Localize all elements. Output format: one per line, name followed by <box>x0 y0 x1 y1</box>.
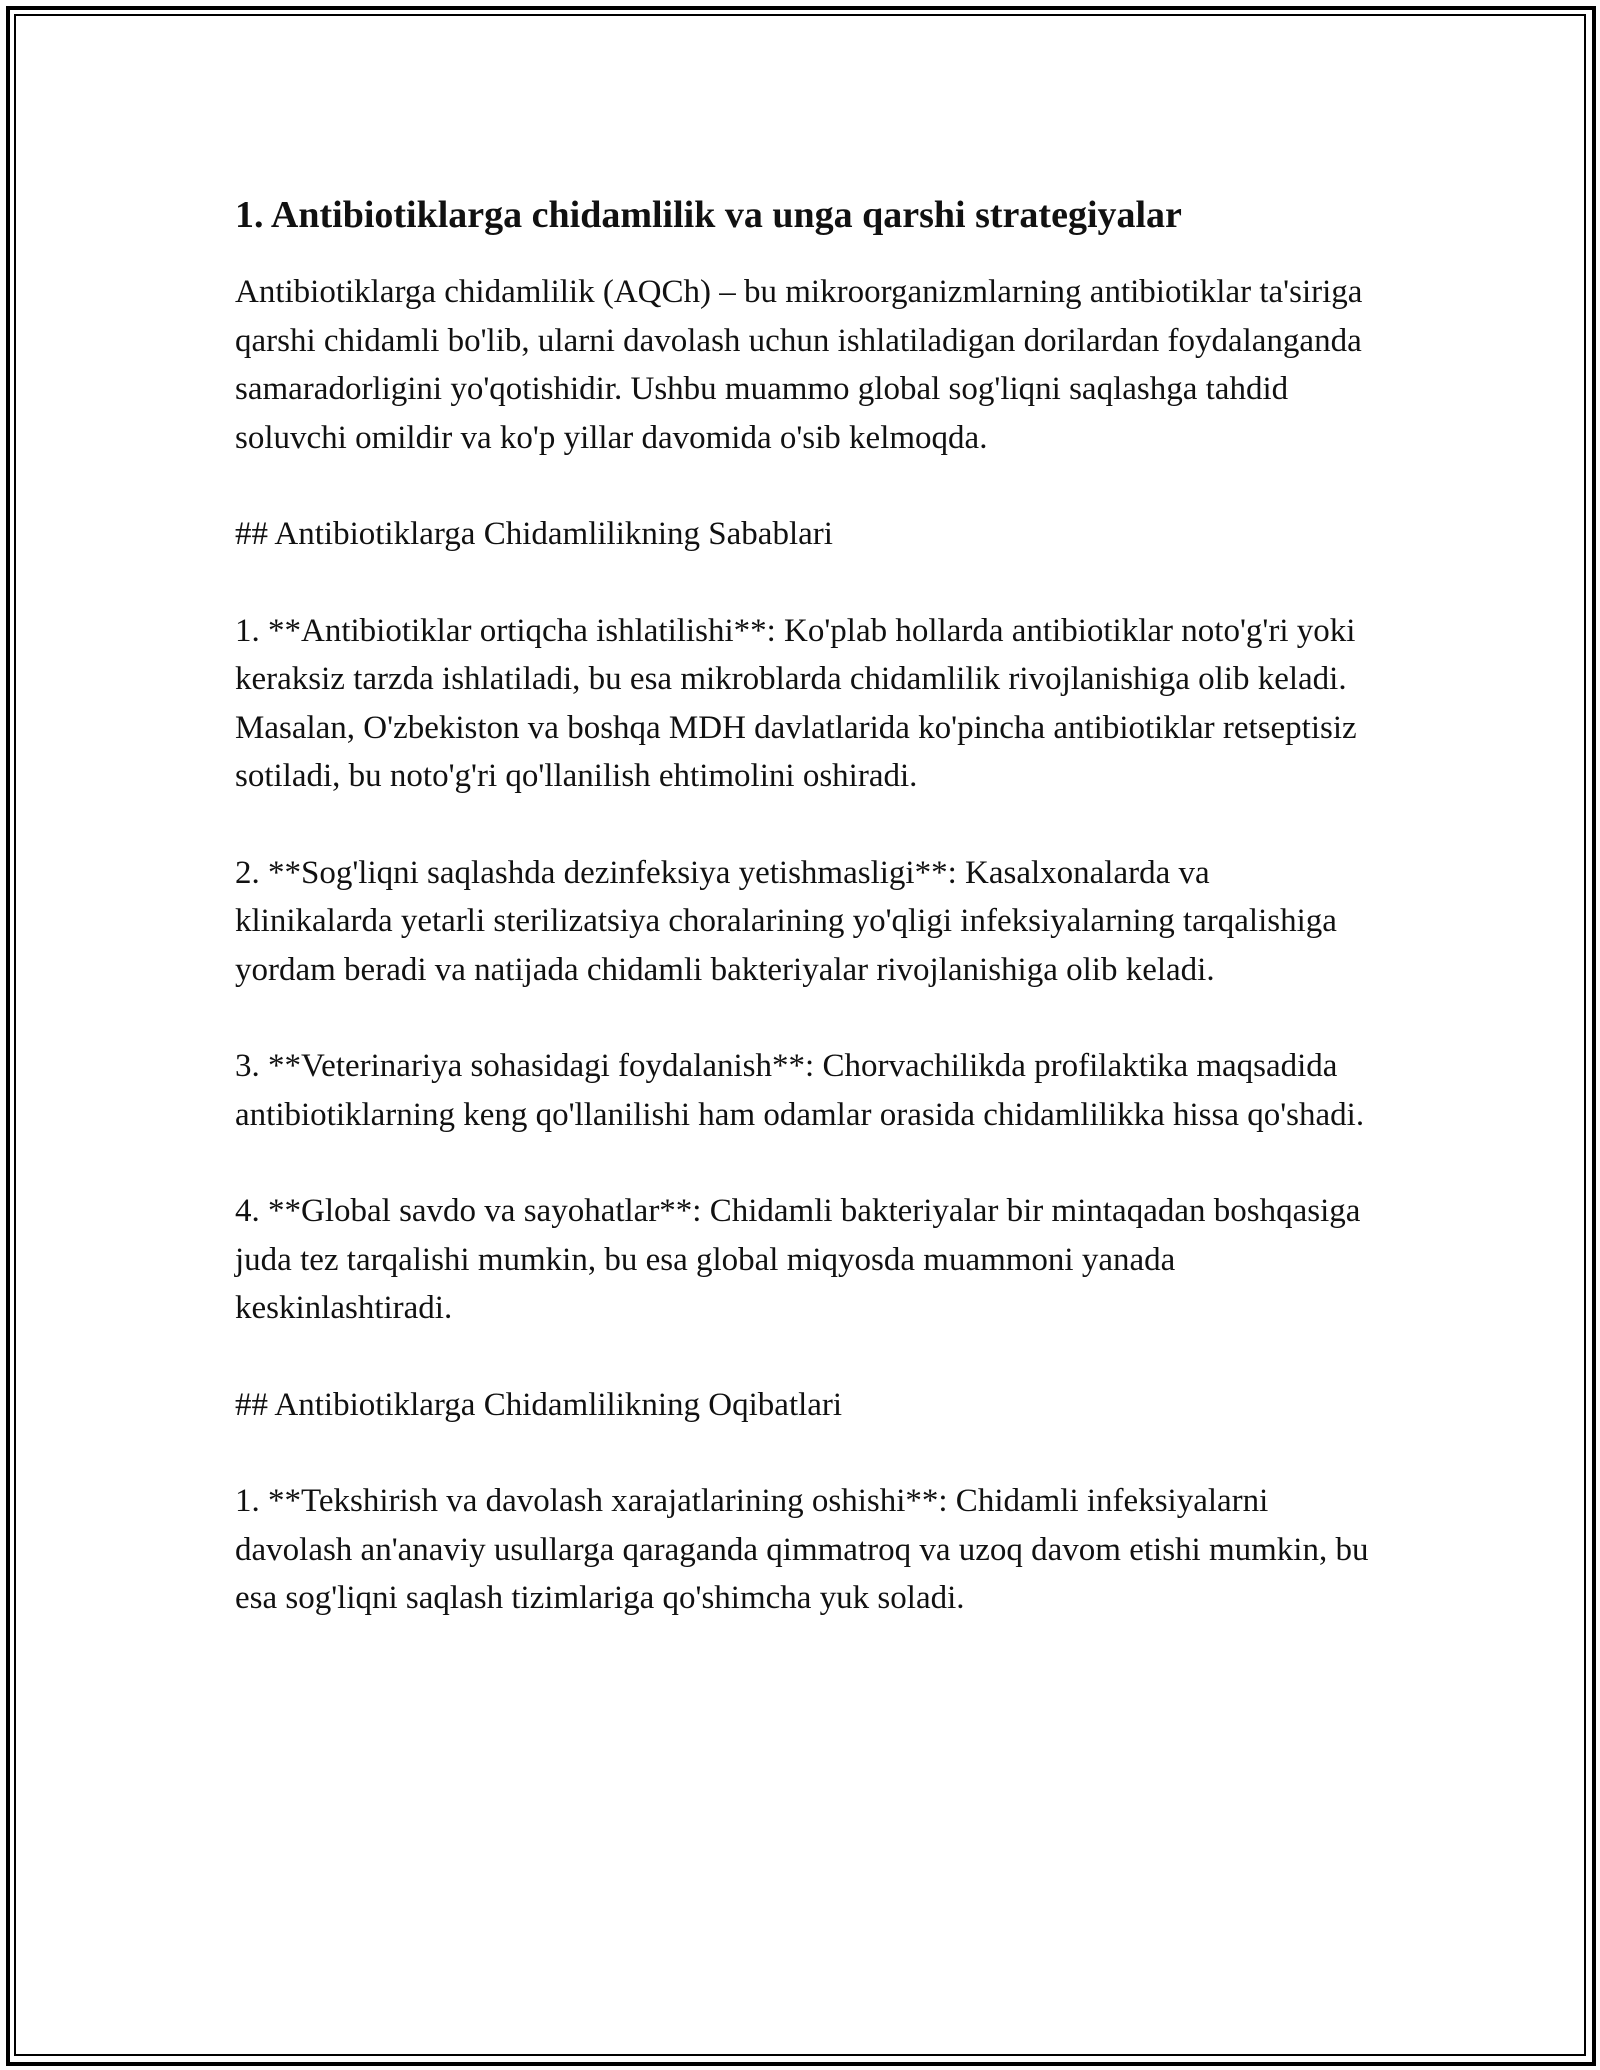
intro-paragraph: Antibiotiklarga chidamlilik (AQCh) – bu mikroorganizmlarning antibiotiklar ta'siriga qarshi chidamli bo'lib, ularni davolash uchun ishlatiladigan dorilardan foydalanganda samaradorligini yo'qotishidir. Ushbu muammo global sog'liqni saqlashga tahdid soluvchi omildir va ko'p yillar davomida o'sib kelmoqda. <box>235 274 1363 456</box>
cause-item-3: 3. **Veterinariya sohasidagi foydalanish**: Chorvachilikda profilaktika maqsadida antibiotiklarning keng qo'llanilishi ham odamlar orasida chidamlilikka hissa qo'shadi. <box>235 1048 1365 1133</box>
cause-item-2: 2. **Sog'liqni saqlashda dezinfeksiya yetishmasligi**: Kasalxonalarda va klinikalarda yetarli sterilizatsiya choralarining yo'qligi infeksiyalarning tarqalishiga yordam beradi va natijada chidamli bakteriyalar rivojlanishiga olib keladi. <box>235 854 1337 988</box>
section-heading-consequences: ## Antibiotiklarga Chidamlilikning Oqibatlari <box>235 1386 843 1423</box>
consequence-item-1: 1. **Tekshirish va davolash xarajatlarining oshishi**: Chidamli infeksiyalarni davolash an'anaviy usullarga qaraganda qimmatroq va uzoq davom etishi mumkin, bu esa sog'liqni saqlash tizimlariga qo'shimcha yuk soladi. <box>235 1483 1369 1616</box>
section-heading-causes: ## Antibiotiklarga Chidamlilikning Sabablari <box>235 516 833 552</box>
document-title: 1. Antibiotiklarga chidamlilik va unga qarshi strategiyalar <box>235 194 1182 236</box>
cause-item-4: 4. **Global savdo va sayohatlar**: Chidamli bakteriyalar bir mintaqadan boshqasiga juda tez tarqalishi mumkin, bu esa global miqyosda muammoni yanada keskinlashtiradi. <box>235 1193 1361 1326</box>
cause-item-1: 1. **Antibiotiklar ortiqcha ishlatilishi**: Ko'plab hollarda antibiotiklar noto'g'ri yoki keraksiz tarzda ishlatiladi, bu esa mikroblarda chidamlilik rivojlanishiga olib keladi. Masalan, O'zbekiston va boshqa MDH davlatlarida ko'pincha antibiotiklar retseptisiz sotiladi, bu noto'g'ri qo'llanilish ehtimolini oshiradi. <box>235 612 1357 794</box>
document-body <box>235 188 1375 1671</box>
